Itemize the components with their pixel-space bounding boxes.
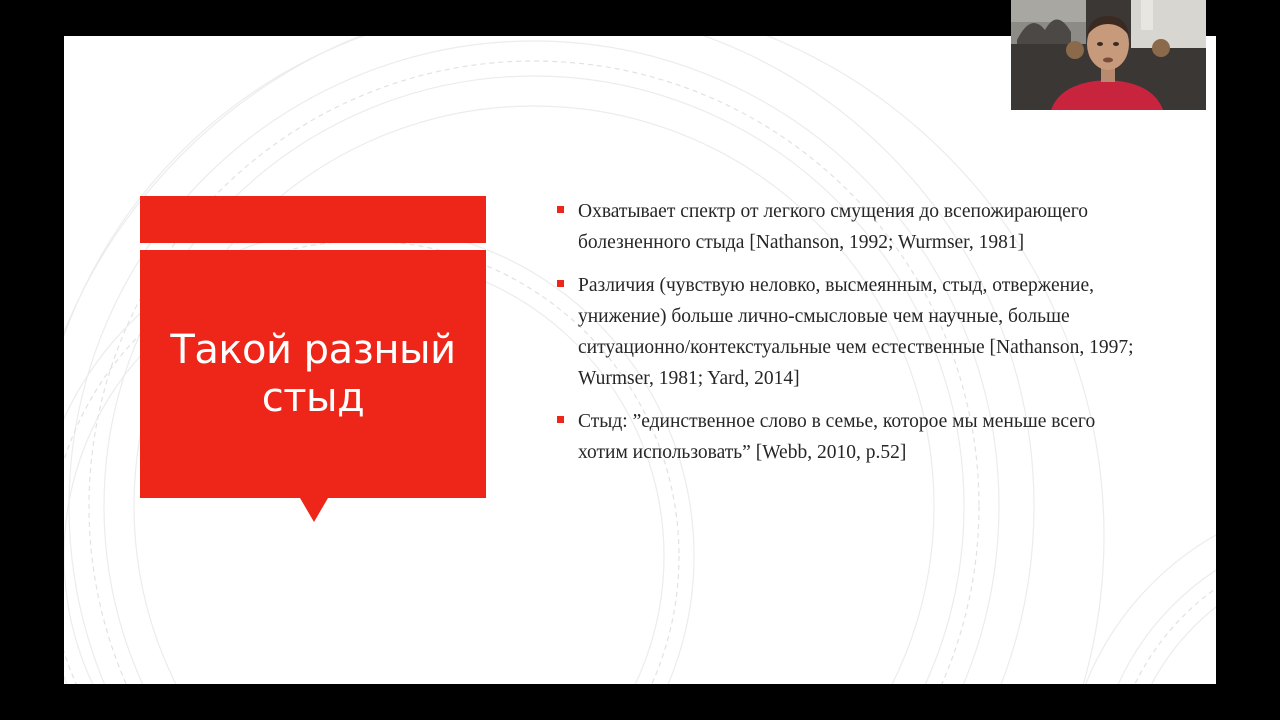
webcam-video[interactable]: [1011, 0, 1206, 110]
bullet-list: [556, 196, 1136, 480]
bullet-text: Стыд: ”единственное слово в семье, которое мы меньше всего хотим использовать” [Webb, 2010, p.52]: [578, 411, 1096, 463]
bullet-text: Охватывает спектр от легкого смущения до всепожирающего болезненного стыда [Nathanson, 1992; Wurmser, 1981]: [578, 201, 1089, 253]
bullet-item: [556, 196, 1136, 258]
bullet-icon: [557, 416, 564, 423]
bullet-item: [556, 406, 1136, 468]
webcam-feed-image: [1011, 0, 1206, 110]
bullet-icon: [557, 280, 564, 287]
title-accent-strip: [140, 196, 486, 243]
title-pointer-arrow: [300, 498, 328, 522]
bullet-text: Различия (чувствую неловко, высмеянным, стыд, отвержение, унижение) больше лично-смысловые чем научные, больше ситуационно/контекстуальные чем естественные [Nathanson, 1997; Wurmser, 1981; Yard, 2014]: [578, 275, 1134, 389]
slide-title: Такой разный стыд: [170, 327, 456, 421]
presentation-slide: [64, 36, 1216, 684]
bullet-icon: [557, 206, 564, 213]
bullet-item: [556, 270, 1136, 394]
title-box: [140, 250, 486, 498]
